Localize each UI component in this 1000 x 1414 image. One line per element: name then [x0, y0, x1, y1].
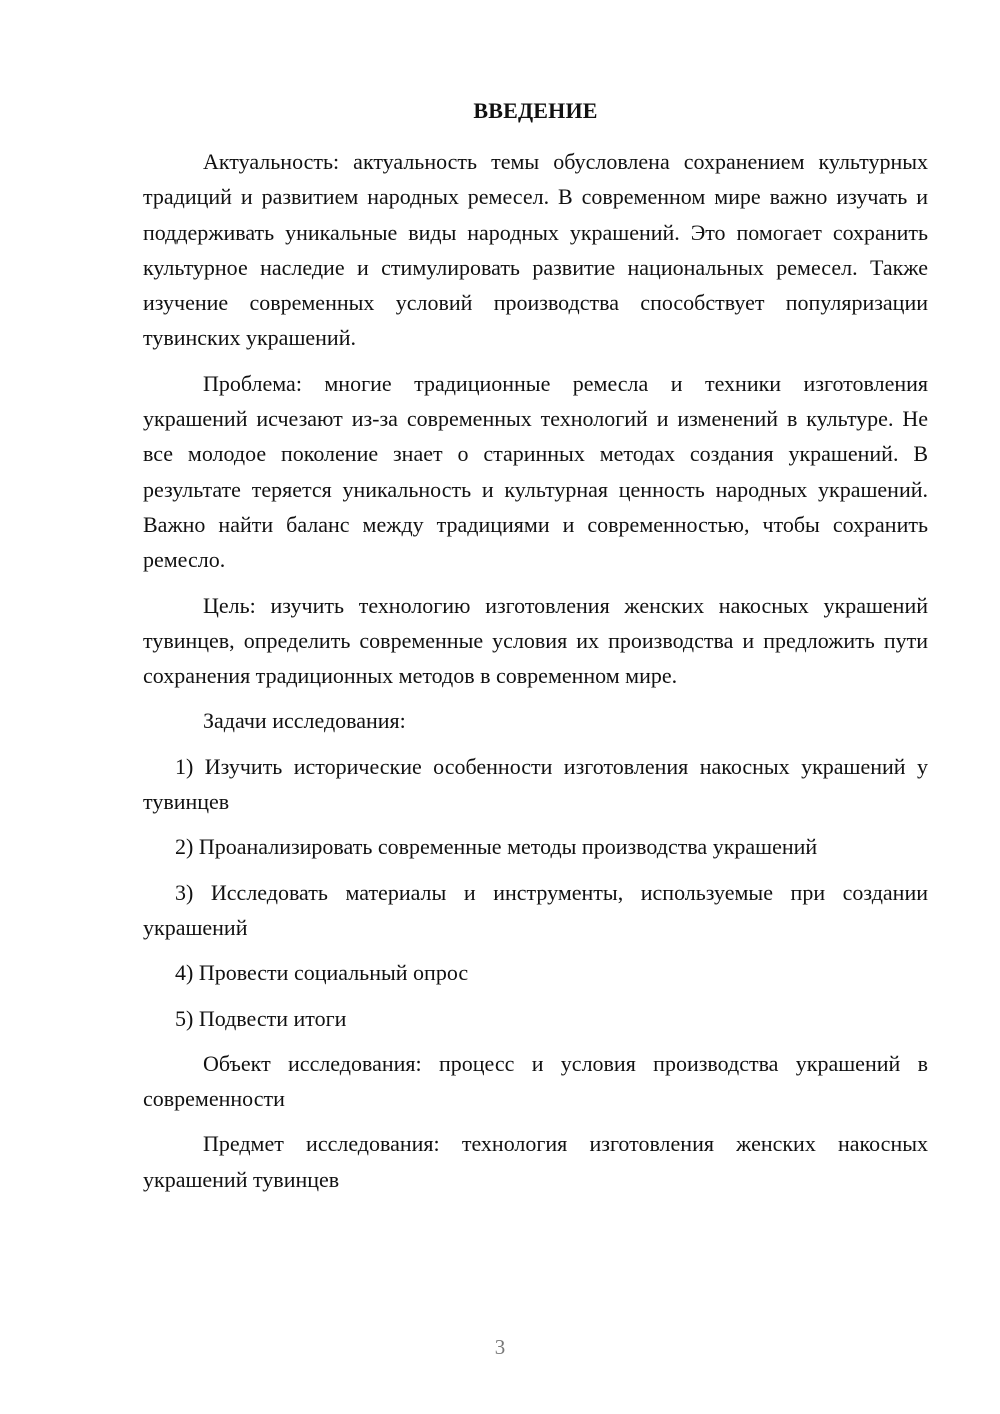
page-number: 3 [494, 1335, 506, 1359]
document-page [143, 96, 928, 1207]
section-title: ВВЕДЕНИЕ [473, 98, 598, 123]
paragraph-problem: Проблема: многие традиционные ремесла и техники изготовления украшений исчезают из-за современных технологий и изменений в культуре. Не все молодое поколение знает о старинных методах создания украшений. В результате теряется уникальность и культурная ценность народных украшений. Важно найти баланс между традициями и современностью, чтобы сохранить ремесло. [143, 370, 928, 573]
task-item-2: 2) Проанализировать современные методы производства украшений [175, 834, 818, 860]
task-item-5: 5) Подвести итоги [175, 1005, 347, 1031]
task-item-1: 1) Изучить исторические особенности изготовления накосных украшений у тувинцев [143, 753, 928, 815]
paragraph-object: Объект исследования: процесс и условия производства украшений в современности [143, 1050, 928, 1112]
paragraph-relevance: Актуальность: актуальность темы обусловлена сохранением культурных традиций и развитием народных ремесел. В современном мире важно изучать и поддерживать уникальные виды народных украшений. Это помогает сохранить культурное наследие и стимулировать развитие национальных ремесел. Также изучение современных условий производства способствует популяризации тувинских украшений. [143, 149, 928, 351]
task-item-4: 4) Провести социальный опрос [175, 960, 469, 986]
task-item-3: 3) Исследовать материалы и инструменты, используемые при создании украшений [143, 879, 928, 940]
paragraph-goal: Цель: изучить технологию изготовления женских накосных украшений тувинцев, определить современные условия их производства и предложить пути сохранения традиционных методов в современном мире. [143, 592, 928, 689]
paragraph-tasks-heading: Задачи исследования: [203, 708, 406, 734]
paragraph-subject: Предмет исследования: технология изготовления женских накосных украшений тувинцев [143, 1131, 928, 1192]
